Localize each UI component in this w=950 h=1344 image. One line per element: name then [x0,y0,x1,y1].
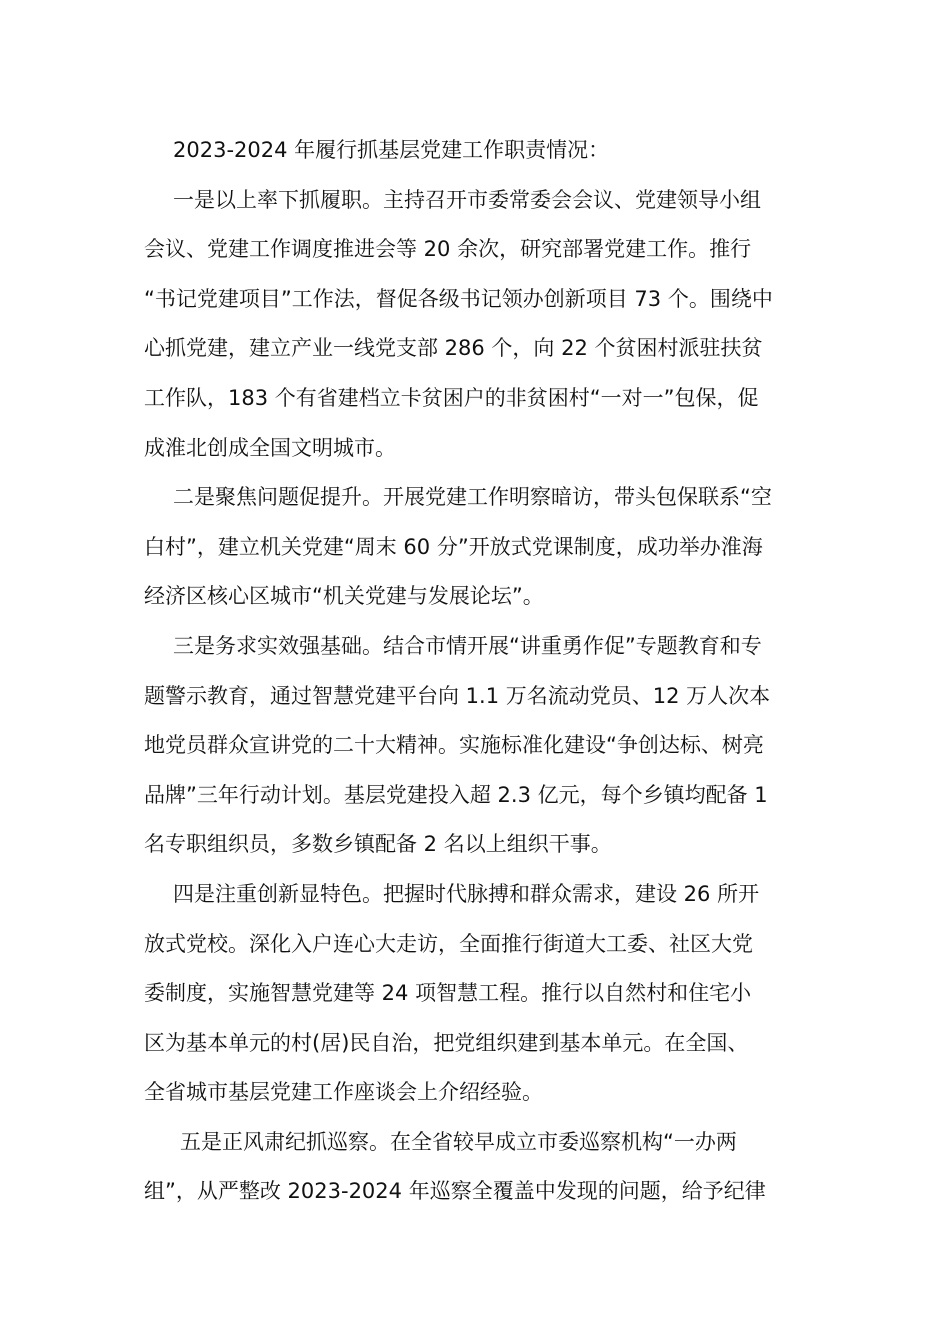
paragraph-2-line: 二是聚焦问题促提升。开展党建工作明察暗访，带头包保联系“空 [173,485,772,510]
paragraph-1-line: 成淮北创成全国文明城市。 [144,435,396,460]
paragraph-5-line: 五是正风肃纪抓巡察。在全省较早成立市委巡察机构“一办两 [180,1129,737,1154]
paragraph-3-line: 名专职组织员，多数乡镇配备 2 名以上组织干事。 [144,832,612,857]
paragraph-4-line: 区为基本单元的村(居)民自治，把党组织建到基本单元。在全国、 [144,1030,749,1055]
paragraph-5-line: 组”，从严整改 2023-2024 年巡察全覆盖中发现的问题，给予纪律 [144,1179,766,1204]
paragraph-2-line: 白村”，建立机关党建“周末 60 分”开放式党课制度，成功举办淮海 [144,534,763,559]
paragraph-3-line: 地党员群众宣讲党的二十大精神。实施标准化建设“争创达标、树亮 [144,733,764,758]
paragraph-4-line: 委制度，实施智慧党建等 24 项智慧工程。推行以自然村和住宅小 [144,981,752,1006]
paragraph-2-line: 经济区核心区城市“机关党建与发展论坛”。 [144,584,544,609]
paragraph-1-line: 工作队，183 个有省建档立卡贫困户的非贫困村“一对一”包保，促 [144,385,759,410]
paragraph-3-line: 题警示教育，通过智慧党建平台向 1.1 万名流动党员、12 万人次本 [144,683,771,708]
paragraph-1-line: 会议、党建工作调度推进会等 20 余次，研究部署党建工作。推行 [144,237,752,262]
paragraph-1-line: 心抓党建，建立产业一线党支部 286 个，向 22 个贫困村派驻扶贫 [144,336,763,361]
document-heading: 2023-2024 年履行抓基层党建工作职责情况： [173,138,610,162]
paragraph-4-line: 四是注重创新显特色。把握时代脉搏和群众需求，建设 26 所开 [173,881,760,906]
paragraph-4-line: 放式党校。深化入户连心大走访，全面推行街道大工委、社区大党 [144,931,753,956]
paragraph-4-line: 全省城市基层党建工作座谈会上介绍经验。 [144,1080,543,1105]
paragraph-3-line: 三是务求实效强基础。结合市情开展“讲重勇作促”专题教育和专 [173,633,762,658]
paragraph-3-line: 品牌”三年行动计划。基层党建投入超 2.3 亿元，每个乡镇均配备 1 [144,782,768,807]
document-body [144,126,808,1217]
paragraph-1-line: “书记党建项目”工作法，督促各级书记领办创新项目 73 个。围绕中 [144,286,773,311]
paragraph-1-line: 一是以上率下抓履职。主持召开市委常委会会议、党建领导小组 [173,187,761,212]
